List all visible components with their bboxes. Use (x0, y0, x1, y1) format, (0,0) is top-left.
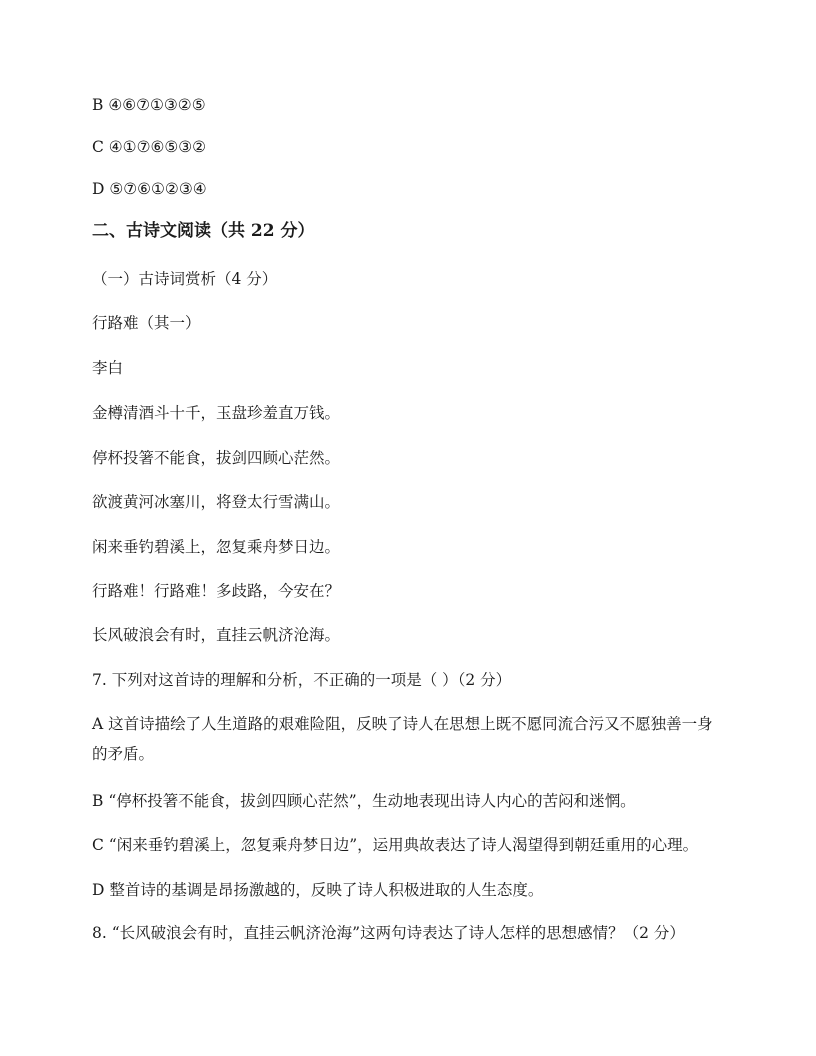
poem-line: 闲来垂钓碧溪上，忽复乘舟梦日边。 (92, 538, 341, 556)
subsection-heading: （一）古诗词赏析（4 分） (92, 270, 278, 288)
section-heading: 二、古诗文阅读（共 22 分） (92, 221, 315, 241)
question-7-option-d: D 整首诗的基调是昂扬激越的，反映了诗人积极进取的人生态度。 (92, 881, 544, 899)
option-d-sequence: D ⑤⑦⑥①②③④ (92, 180, 207, 198)
poem-line: 金樽清酒斗十千，玉盘珍羞直万钱。 (92, 404, 341, 422)
option-c-sequence: C ④①⑦⑥⑤③② (92, 138, 207, 156)
question-8: 8. “长风破浪会有时，直挂云帆济沧海”这两句诗表达了诗人怎样的思想感情？（2 分） (92, 924, 685, 942)
poem-line: 停杯投箸不能食，拔剑四顾心茫然。 (92, 449, 341, 467)
question-7: 7. 下列对这首诗的理解和分析，不正确的一项是（ ）（2 分） (92, 671, 512, 689)
option-b-sequence: B ④⑥⑦①③②⑤ (92, 96, 206, 114)
poem-line: 欲渡黄河冰塞川，将登太行雪满山。 (92, 493, 341, 511)
poem-line: 行路难！行路难！多歧路，今安在？ (92, 582, 341, 600)
question-7-option-c: C “闲来垂钓碧溪上，忽复乘舟梦日边”，运用典故表达了诗人渴望得到朝廷重用的心理。 (92, 836, 699, 854)
poem-author: 李白 (92, 359, 124, 377)
poem-line: 长风破浪会有时，直挂云帆济沧海。 (92, 626, 341, 644)
question-7-option-b: B “停杯投箸不能食，拔剑四顾心茫然”，生动地表现出诗人内心的苦闷和迷惘。 (92, 792, 636, 810)
question-7-option-a: A 这首诗描绘了人生道路的艰难险阻，反映了诗人在思想上既不愿同流合污又不愿独善一身的矛盾。 (92, 715, 713, 763)
poem-title: 行路难（其一） (92, 314, 201, 332)
